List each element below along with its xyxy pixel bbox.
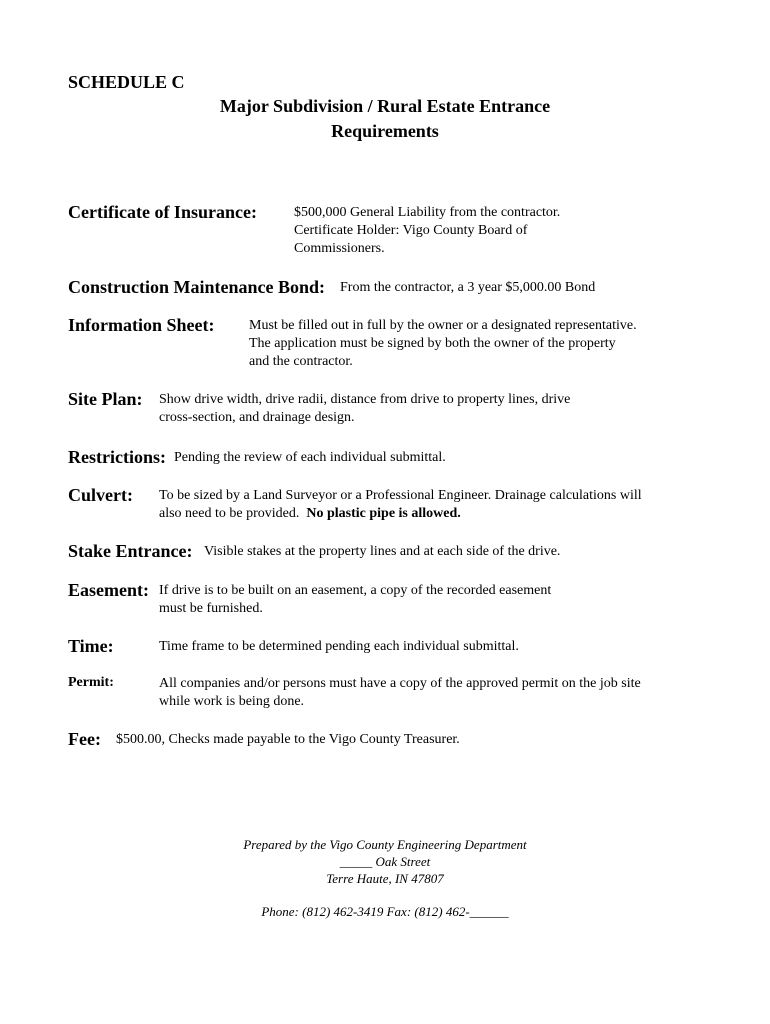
- information-sheet-text-1: Must be filled out in full by the owner or a designated representative.: [249, 318, 637, 333]
- restrictions-label: Restrictions:: [68, 447, 166, 467]
- easement-text-2: must be furnished.: [159, 601, 263, 616]
- footer-street: _____ Oak Street: [339, 854, 431, 869]
- culvert-text-2: [159, 505, 461, 523]
- insurance-text-3: Commissioners.: [294, 241, 385, 256]
- culvert-text-2-plain: also need to be provided.: [159, 506, 307, 521]
- bond-text: From the contractor, a 3 year $5,000.00 Bond: [340, 280, 596, 295]
- information-sheet-label: Information Sheet:: [68, 315, 215, 335]
- easement-label: Easement:: [68, 580, 149, 600]
- footer-phone: Phone: (812) 462-3419 Fax: (812) 462-______: [261, 904, 509, 919]
- permit-text-2: while work is being done.: [159, 694, 305, 709]
- page-subtitle: Requirements: [331, 121, 439, 141]
- culvert-label: Culvert:: [68, 485, 133, 505]
- stake-entrance-label: Stake Entrance:: [68, 541, 193, 561]
- page-title: Major Subdivision / Rural Estate Entrance: [219, 96, 551, 116]
- footer-city: Terre Haute, IN 47807: [326, 871, 444, 886]
- fee-text: $500.00, Checks made payable to the Vigo County Treasurer.: [116, 732, 460, 747]
- site-plan-text-1: Show drive width, drive radii, distance from drive to property lines, drive: [159, 392, 571, 407]
- bond-label: Construction Maintenance Bond:: [68, 277, 326, 297]
- fee-label: Fee:: [68, 729, 101, 749]
- time-label: Time:: [68, 636, 114, 656]
- stake-entrance-text: Visible stakes at the property lines and at each side of the drive.: [204, 544, 561, 559]
- insurance-text-2: Certificate Holder: Vigo County Board of: [294, 223, 528, 238]
- permit-text-1: All companies and/or persons must have a copy of the approved permit on the job site: [159, 676, 641, 691]
- information-sheet-text-2: The application must be signed by both the owner of the property: [249, 336, 616, 351]
- permit-label: Permit:: [68, 675, 114, 690]
- site-plan-label: Site Plan:: [68, 389, 143, 409]
- schedule-label: SCHEDULE C: [68, 72, 185, 92]
- site-plan-text-2: cross-section, and drainage design.: [159, 410, 355, 425]
- insurance-text-1: $500,000 General Liability from the contractor.: [294, 205, 561, 220]
- insurance-label: Certificate of Insurance:: [68, 202, 257, 222]
- restrictions-text: Pending the review of each individual submittal.: [174, 450, 446, 465]
- time-text: Time frame to be determined pending each individual submittal.: [159, 639, 519, 654]
- culvert-warning: No plastic pipe is allowed.: [306, 506, 461, 521]
- easement-text-1: If drive is to be built on an easement, a copy of the recorded easement: [159, 583, 552, 598]
- culvert-text-1: To be sized by a Land Surveyor or a Professional Engineer. Drainage calculations will: [159, 488, 642, 503]
- information-sheet-text-3: and the contractor.: [249, 354, 353, 369]
- footer-prepared-by: Prepared by the Vigo County Engineering Department: [243, 837, 527, 852]
